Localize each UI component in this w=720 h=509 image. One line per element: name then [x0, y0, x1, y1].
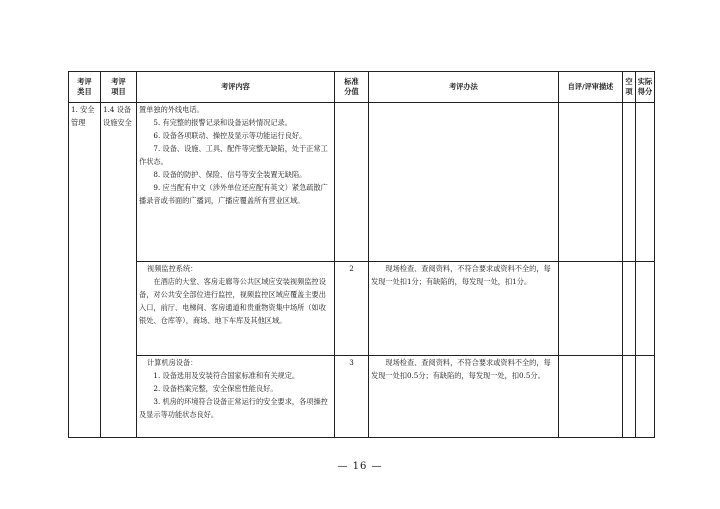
content-line: 3. 机房的环境符合设备正常运行的安全要求，各项操控及显示等功能状态良好。 — [139, 397, 328, 419]
header-self-review: 自评/评审描述 — [559, 72, 623, 103]
content-line: 8. 设备的防护、保险、信号等安全装置无缺陷。 — [153, 170, 307, 179]
score-cell: 2 — [335, 262, 369, 356]
item-cell: 1.4 设备设施安全 — [101, 103, 137, 438]
content-line: 在酒店的大堂、客房走廊等公共区域应安装视频监控设备，对公共安全部位进行监控，视频监控区域应覆盖主要出入口，前厅、电梯间、客房通道和贵重物资集中场所（如收银处、仓库等），商场、地下车库及其他区域。 — [139, 277, 326, 325]
actual-score-cell — [636, 103, 655, 262]
content-line: 置单独的外线电话。 — [139, 105, 204, 114]
blank-cell — [623, 103, 636, 262]
method-cell — [369, 356, 559, 438]
content-line: 5. 有完整的报警记录和设备运转情况记录。 — [153, 118, 292, 127]
self-review-cell — [559, 103, 623, 262]
evaluation-table — [68, 71, 655, 438]
content-line: 9. 应当配有中文（涉外单位还应配有英文）紧急疏散广播录音或书面的广播词，广播应覆盖所有营业区域。 — [139, 183, 328, 205]
content-line: 1. 设备选用及安装符合国家标准和有关规定。 — [153, 371, 300, 380]
content-line: 6. 设备各项联动、操控及显示等功能运行良好。 — [153, 131, 307, 140]
score-cell — [335, 103, 369, 262]
evaluation-table-page — [68, 71, 655, 438]
method-cell — [369, 262, 559, 356]
header-actual-score: 实际 得分 — [636, 72, 655, 103]
table-row — [69, 103, 655, 262]
actual-score-cell — [636, 262, 655, 356]
header-content: 考评内容 — [137, 72, 335, 103]
content-cell — [137, 103, 335, 262]
self-review-cell — [559, 262, 623, 356]
header-blank: 空 项 — [623, 72, 636, 103]
header-score: 标准 分值 — [335, 72, 369, 103]
score-cell: 3 — [335, 356, 369, 438]
table-row — [69, 262, 655, 356]
content-cell — [137, 262, 335, 356]
self-review-cell — [559, 356, 623, 438]
content-heading: 计算机房设备： — [147, 358, 198, 367]
header-item: 考评 项目 — [101, 72, 137, 103]
table-header-row — [69, 72, 655, 103]
category-cell: 1. 安全管理 — [69, 103, 101, 438]
table-row — [69, 356, 655, 438]
header-category: 考评 类目 — [69, 72, 101, 103]
method-text: 现场检查、查阅资料，不符合要求或资料不全的，每发现一处扣1分；有缺陷的，每发现一处，扣1分。 — [371, 264, 551, 286]
actual-score-cell — [636, 356, 655, 438]
blank-cell — [623, 262, 636, 356]
header-method: 考评办法 — [369, 72, 559, 103]
blank-cell — [623, 356, 636, 438]
content-line: 2. 设备档案完整，安全保密性能良好。 — [153, 384, 278, 393]
content-heading: 视频监控系统： — [147, 264, 198, 273]
content-line: 7. 设备、设施、工具、配件等完整无缺陷，处于正常工作状态。 — [139, 144, 328, 166]
content-cell — [137, 356, 335, 438]
method-cell — [369, 103, 559, 262]
page-number: — 16 — — [337, 461, 383, 472]
method-text: 现场检查、查阅资料，不符合要求或资料不全的，每发现一处扣0.5分；有缺陷的，每发现一处，扣0.5分。 — [371, 358, 551, 380]
